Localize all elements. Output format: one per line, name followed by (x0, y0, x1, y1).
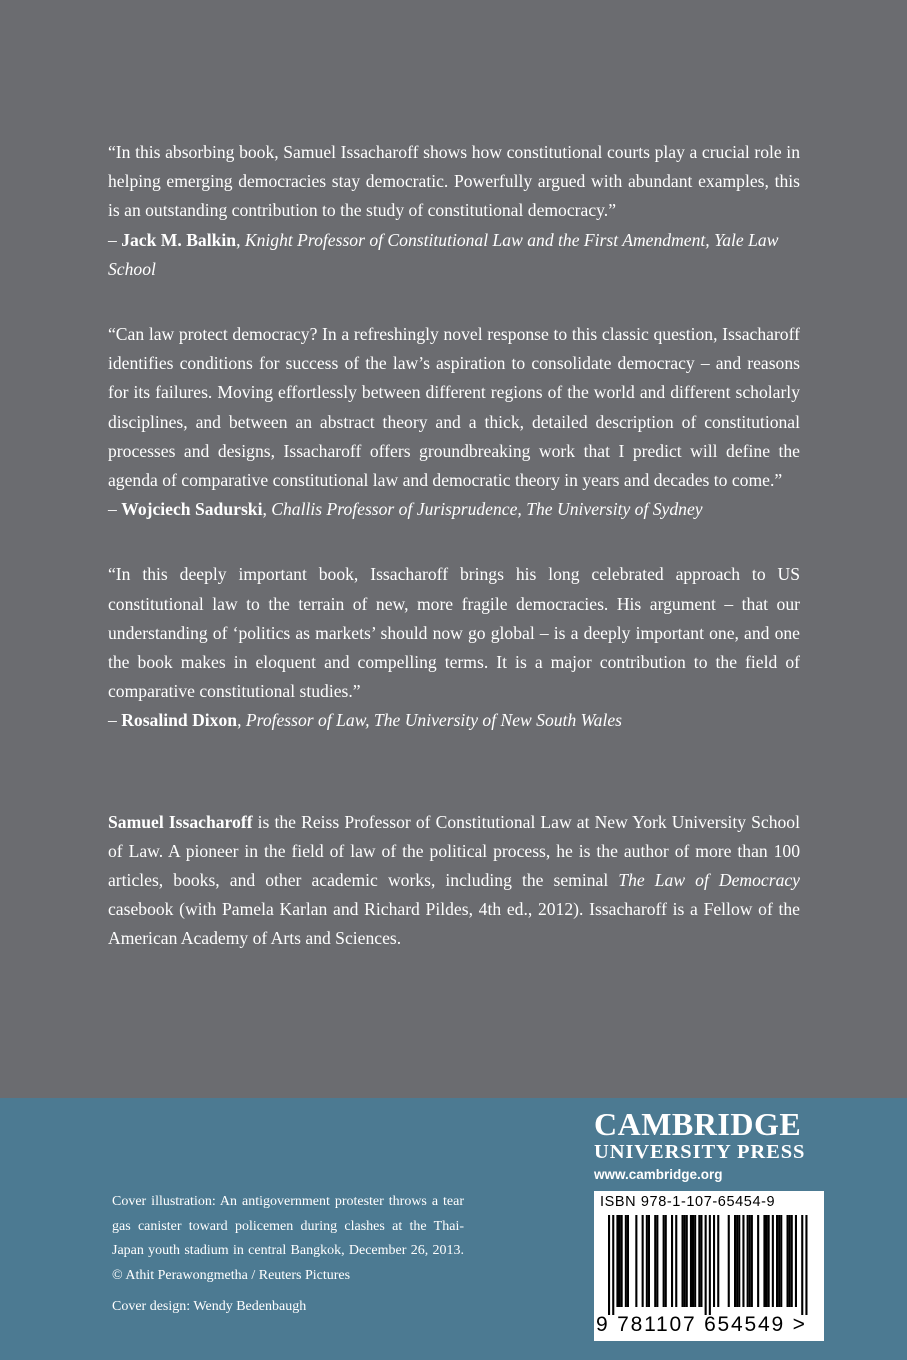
quote-author-title: Professor of Law, The University of New South Wales (245, 710, 623, 731)
barcode-digits: 9 781107 654549 > (596, 1313, 807, 1336)
back-cover-text (108, 138, 800, 954)
cover-illustration-credit: Cover illustration: An antigovernment protester throws a tear gas canister toward policemen during clashes at the Thai-Japan youth stadium in central Bangkok, December 26, 2013. © Athit Perawongmetha / Reuters Pictures (112, 1194, 464, 1283)
barcode-bar (789, 1215, 791, 1307)
barcode-bar (801, 1215, 803, 1315)
quote-3 (108, 560, 800, 735)
barcode-bar (742, 1215, 744, 1307)
barcode-bar (713, 1215, 715, 1307)
barcode-bar (787, 1215, 789, 1307)
barcode-bar (686, 1215, 688, 1307)
barcode-bar (646, 1215, 648, 1307)
barcode-bar (627, 1215, 629, 1307)
barcode-bar (757, 1215, 759, 1307)
author-name: Samuel Issacharoff (108, 811, 253, 832)
quote-attribution: – Wojciech Sadurski, Challis Professor of Jurisprudence, The University of Sydney (108, 499, 703, 520)
quote-1 (108, 138, 800, 284)
quote-author: Wojciech Sadurski (121, 499, 263, 520)
barcode-bar (692, 1215, 694, 1307)
cover-design-credit: Cover design: Wendy Bedenbaugh (112, 1299, 307, 1314)
book-title: The Law of Democracy (618, 870, 800, 891)
barcode-bar (663, 1215, 665, 1307)
barcode-bar (694, 1215, 696, 1307)
barcode-bar (690, 1215, 692, 1307)
isbn-barcode (594, 1191, 824, 1341)
barcode-bar (612, 1215, 614, 1315)
quote-text: “Can law protect democracy? In a refreshingly novel response to this classic question, Issacharoff identifies conditions for success of the law’s aspiration to consolidate democracy – and reasons for its failures. Moving effortlessly between different regions of the world and different scholarly disciplines, and between an abstract theory and a thick, detailed description of constitutional processes and designs, Issacharoff offers groundbreaking work that I predict will define the agenda of comparative constitutional law and democratic theory in years and decades to come.” (108, 324, 800, 491)
barcode-bar (795, 1215, 797, 1307)
barcode-bar (717, 1215, 719, 1307)
barcode-bar (734, 1215, 736, 1307)
barcode-bar (763, 1215, 765, 1307)
quote-author-title: Knight Professor of Constitutional Law and the First Amendment, Yale Law School (108, 229, 779, 279)
barcode-bar (768, 1215, 770, 1307)
barcode-bar (656, 1215, 658, 1307)
barcode-bar (736, 1215, 738, 1307)
barcode-bar (625, 1215, 627, 1307)
barcode-bar (619, 1215, 621, 1307)
quote-2 (108, 320, 800, 524)
barcode-bar (766, 1215, 768, 1307)
barcode-bar (747, 1215, 749, 1307)
barcode-bar (642, 1215, 644, 1307)
barcode-bars (608, 1215, 810, 1315)
barcode-bar (635, 1215, 637, 1307)
barcode-bar (648, 1215, 650, 1307)
publisher-url: www.cambridge.org (594, 1167, 723, 1182)
barcode-bar (621, 1215, 623, 1307)
barcode-bar (698, 1215, 700, 1307)
quote-author-title: Challis Professor of Jurisprudence, The University of Sydney (271, 499, 703, 520)
barcode-bar (749, 1215, 751, 1307)
barcode-bar (665, 1215, 667, 1307)
barcode-bar (684, 1215, 686, 1307)
barcode-bar (778, 1215, 780, 1307)
quote-author: Rosalind Dixon (121, 710, 238, 731)
barcode-bar (751, 1215, 753, 1307)
barcode-bar (776, 1215, 778, 1307)
barcode-bar (791, 1215, 793, 1307)
barcode-bar (705, 1215, 707, 1315)
barcode-bar (780, 1215, 782, 1307)
barcode-bar (654, 1215, 656, 1307)
quote-attribution: – Rosalind Dixon, Professor of Law, The University of New South Wales (108, 710, 623, 731)
barcode-bar (805, 1215, 807, 1315)
barcode-bar (675, 1215, 677, 1307)
barcode-bar (709, 1215, 711, 1315)
barcode-bar (772, 1215, 774, 1307)
barcode-bar (738, 1215, 740, 1307)
isbn-label: ISBN 978-1-107-65454-9 (600, 1194, 776, 1210)
publisher-subtitle: UNIVERSITY PRESS (594, 1141, 806, 1163)
barcode-bar (682, 1215, 684, 1307)
barcode-bar (616, 1215, 618, 1307)
quote-attribution: – Jack M. Balkin, Knight Professor of Constitutional Law and the First Amendment, Yale Law School (108, 229, 779, 279)
author-bio: Samuel Issacharoff is the Reiss Professor of Constitutional Law at New York University School of Law. A pioneer in the field of law of the political process, he is the author of more than 100 articles, books, and other academic works, including the seminal The Law of Democracy casebook (with Pamela Karlan and Richard Pildes, 4th ed., 2012). Issacharoff is a Fellow of the American Academy of Arts and Sciences. (108, 811, 800, 949)
barcode-bar (700, 1215, 702, 1307)
publisher-logo (594, 1105, 826, 1186)
quote-author: Jack M. Balkin (121, 229, 237, 250)
barcode-bar (671, 1215, 673, 1307)
quote-text: “In this absorbing book, Samuel Issacharoff shows how constitutional courts play a crucial role in helping emerging democracies stay democratic. Powerfully argued with abundant examples, this is an outstanding contribution to the study of constitutional democracy.” (108, 142, 800, 221)
barcode-bar (728, 1215, 730, 1307)
quote-text: “In this deeply important book, Issacharoff brings his long celebrated approach to US constitutional law to the terrain of new, more fragile democracies. His argument – that our understanding of ‘politics as markets’ should now go global – is a deeply important one, and one the book makes in eloquent and compelling terms. It is a major contribution to the field of comparative constitutional studies.” (108, 564, 800, 702)
publisher-name: CAMBRIDGE (594, 1106, 802, 1142)
barcode-bar (608, 1215, 610, 1315)
